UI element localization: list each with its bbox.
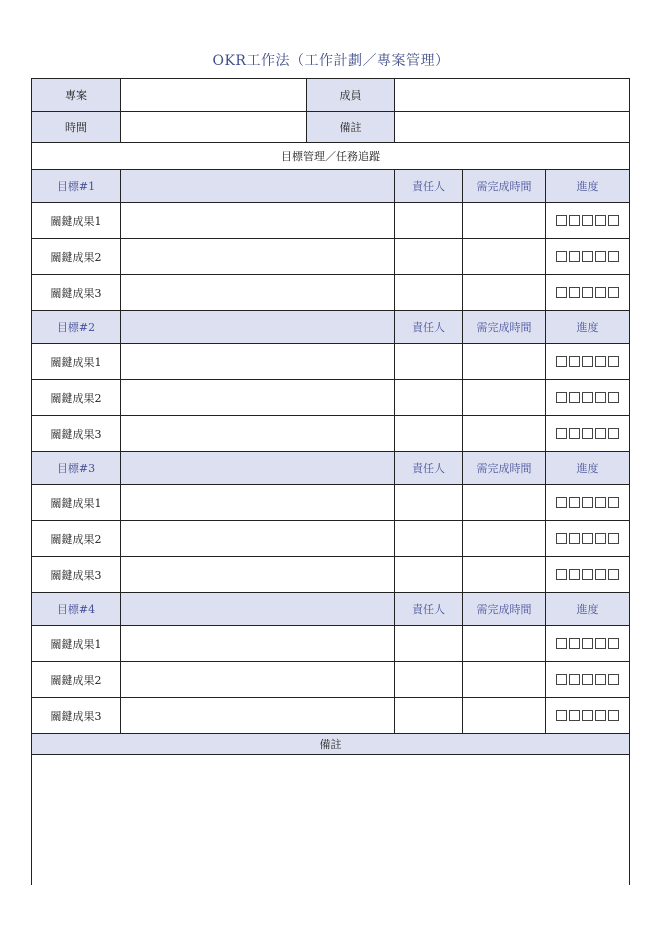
progress-cell [546, 557, 630, 593]
remarks-field[interactable] [395, 112, 630, 143]
key-result-label: 關鍵成果3 [32, 557, 121, 593]
progress-checkbox[interactable] [569, 569, 580, 580]
progress-checkbox[interactable] [595, 674, 606, 685]
progress-checkbox[interactable] [556, 497, 567, 508]
progress-checkbox[interactable] [608, 497, 619, 508]
owner-field[interactable] [395, 485, 463, 521]
due-header: 需完成時間 [463, 311, 546, 344]
progress-header: 進度 [546, 311, 630, 344]
notes-area-row [32, 755, 630, 885]
key-result-label: 關鍵成果1 [32, 203, 121, 239]
progress-header: 進度 [546, 170, 630, 203]
progress-checkbox[interactable] [608, 251, 619, 262]
progress-cell [546, 626, 630, 662]
progress-checkbox[interactable] [582, 674, 593, 685]
progress-checkbox[interactable] [595, 287, 606, 298]
owner-field[interactable] [395, 203, 463, 239]
progress-checkbox[interactable] [608, 533, 619, 544]
info-row-time [32, 112, 630, 143]
owner-field[interactable] [395, 662, 463, 698]
progress-boxes [546, 569, 629, 580]
key-result-row [32, 698, 630, 734]
key-result-row [32, 626, 630, 662]
progress-checkbox[interactable] [556, 569, 567, 580]
progress-checkbox[interactable] [582, 215, 593, 226]
key-result-label: 關鍵成果2 [32, 380, 121, 416]
progress-cell [546, 239, 630, 275]
owner-field[interactable] [395, 239, 463, 275]
objective-label: 目標#2 [32, 311, 121, 344]
key-result-label: 關鍵成果1 [32, 344, 121, 380]
key-result-label: 關鍵成果2 [32, 521, 121, 557]
key-result-field[interactable] [121, 557, 395, 593]
progress-boxes [546, 356, 629, 367]
progress-checkbox[interactable] [595, 533, 606, 544]
due-header: 需完成時間 [463, 452, 546, 485]
progress-checkbox[interactable] [582, 497, 593, 508]
progress-checkbox[interactable] [608, 674, 619, 685]
progress-checkbox[interactable] [556, 428, 567, 439]
progress-cell [546, 380, 630, 416]
progress-cell [546, 275, 630, 311]
due-field[interactable] [463, 203, 546, 239]
objective-header-row [32, 452, 630, 485]
time-field[interactable] [121, 112, 307, 143]
key-result-field[interactable] [121, 203, 395, 239]
key-result-row [32, 521, 630, 557]
page-title: OKR工作法（工作計劃／專案管理） [212, 53, 450, 69]
progress-checkbox[interactable] [556, 674, 567, 685]
progress-checkbox[interactable] [608, 215, 619, 226]
key-result-label: 關鍵成果2 [32, 662, 121, 698]
objective-field[interactable] [121, 593, 395, 626]
key-result-field[interactable] [121, 626, 395, 662]
progress-checkbox[interactable] [582, 428, 593, 439]
progress-checkbox[interactable] [569, 215, 580, 226]
progress-checkbox[interactable] [569, 392, 580, 403]
notes-header-row [32, 734, 630, 755]
owner-field[interactable] [395, 698, 463, 734]
key-result-field[interactable] [121, 485, 395, 521]
objective-field[interactable] [121, 452, 395, 485]
progress-boxes [546, 674, 629, 685]
progress-checkbox[interactable] [569, 428, 580, 439]
progress-cell [546, 203, 630, 239]
progress-checkbox[interactable] [556, 215, 567, 226]
key-result-field[interactable] [121, 416, 395, 452]
key-result-label: 關鍵成果3 [32, 698, 121, 734]
due-field[interactable] [463, 485, 546, 521]
progress-checkbox[interactable] [595, 356, 606, 367]
key-result-row [32, 380, 630, 416]
progress-cell [546, 662, 630, 698]
progress-checkbox[interactable] [569, 356, 580, 367]
progress-checkbox[interactable] [595, 215, 606, 226]
progress-checkbox[interactable] [569, 533, 580, 544]
progress-boxes [546, 638, 629, 649]
progress-checkbox[interactable] [595, 497, 606, 508]
progress-checkbox[interactable] [582, 287, 593, 298]
owner-header: 責任人 [395, 593, 463, 626]
due-header: 需完成時間 [463, 170, 546, 203]
due-field[interactable] [463, 344, 546, 380]
owner-field[interactable] [395, 557, 463, 593]
project-field[interactable] [121, 79, 307, 112]
progress-header: 進度 [546, 593, 630, 626]
time-label: 時間 [32, 112, 121, 143]
progress-boxes [546, 251, 629, 262]
owner-header: 責任人 [395, 170, 463, 203]
due-field[interactable] [463, 239, 546, 275]
progress-checkbox[interactable] [595, 428, 606, 439]
notes-label: 備註 [32, 734, 630, 755]
due-field[interactable] [463, 626, 546, 662]
due-field[interactable] [463, 521, 546, 557]
owner-field[interactable] [395, 380, 463, 416]
key-result-label: 關鍵成果1 [32, 626, 121, 662]
progress-checkbox[interactable] [582, 392, 593, 403]
progress-checkbox[interactable] [595, 251, 606, 262]
progress-checkbox[interactable] [595, 392, 606, 403]
progress-boxes [546, 287, 629, 298]
key-result-label: 關鍵成果3 [32, 275, 121, 311]
objective-label: 目標#3 [32, 452, 121, 485]
key-result-row [32, 485, 630, 521]
due-field[interactable] [463, 698, 546, 734]
progress-checkbox[interactable] [582, 533, 593, 544]
objective-field[interactable] [121, 311, 395, 344]
progress-checkbox[interactable] [582, 569, 593, 580]
key-result-row [32, 203, 630, 239]
progress-checkbox[interactable] [582, 356, 593, 367]
key-result-row [32, 662, 630, 698]
owner-header: 責任人 [395, 452, 463, 485]
owner-field[interactable] [395, 275, 463, 311]
progress-checkbox[interactable] [595, 638, 606, 649]
progress-checkbox[interactable] [569, 287, 580, 298]
key-result-field[interactable] [121, 698, 395, 734]
progress-checkbox[interactable] [569, 674, 580, 685]
key-result-field[interactable] [121, 662, 395, 698]
due-field[interactable] [463, 416, 546, 452]
progress-checkbox[interactable] [582, 710, 593, 721]
progress-cell [546, 485, 630, 521]
progress-checkbox[interactable] [608, 428, 619, 439]
owner-field[interactable] [395, 416, 463, 452]
progress-checkbox[interactable] [608, 356, 619, 367]
progress-checkbox[interactable] [556, 533, 567, 544]
key-result-row [32, 416, 630, 452]
okr-table [31, 78, 630, 885]
objective-header-row [32, 170, 630, 203]
objective-label: 目標#4 [32, 593, 121, 626]
key-result-row [32, 344, 630, 380]
progress-boxes [546, 215, 629, 226]
owner-field[interactable] [395, 626, 463, 662]
members-field[interactable] [395, 79, 630, 112]
info-row-project [32, 79, 630, 112]
notes-area[interactable] [32, 755, 630, 885]
progress-boxes [546, 392, 629, 403]
project-label: 專案 [32, 79, 121, 112]
due-header: 需完成時間 [463, 593, 546, 626]
progress-boxes [546, 533, 629, 544]
progress-checkbox[interactable] [569, 710, 580, 721]
objective-label: 目標#1 [32, 170, 121, 203]
key-result-field[interactable] [121, 239, 395, 275]
members-label: 成員 [307, 79, 395, 112]
key-result-field[interactable] [121, 344, 395, 380]
progress-boxes [546, 428, 629, 439]
progress-checkbox[interactable] [608, 710, 619, 721]
progress-checkbox[interactable] [556, 251, 567, 262]
objective-header-row [32, 593, 630, 626]
key-result-label: 關鍵成果3 [32, 416, 121, 452]
objective-field[interactable] [121, 170, 395, 203]
progress-cell [546, 698, 630, 734]
progress-boxes [546, 497, 629, 508]
due-field[interactable] [463, 557, 546, 593]
progress-cell [546, 416, 630, 452]
due-field[interactable] [463, 275, 546, 311]
progress-checkbox[interactable] [556, 638, 567, 649]
key-result-field[interactable] [121, 521, 395, 557]
progress-checkbox[interactable] [582, 251, 593, 262]
progress-checkbox[interactable] [608, 287, 619, 298]
key-result-label: 關鍵成果1 [32, 485, 121, 521]
progress-checkbox[interactable] [556, 392, 567, 403]
remarks-label: 備註 [307, 112, 395, 143]
key-result-field[interactable] [121, 275, 395, 311]
owner-field[interactable] [395, 521, 463, 557]
key-result-row [32, 239, 630, 275]
key-result-row [32, 557, 630, 593]
progress-header: 進度 [546, 452, 630, 485]
progress-checkbox[interactable] [608, 392, 619, 403]
section-title: 目標管理／任務追蹤 [32, 143, 630, 170]
key-result-row [32, 275, 630, 311]
owner-header: 責任人 [395, 311, 463, 344]
progress-checkbox[interactable] [569, 251, 580, 262]
progress-checkbox[interactable] [569, 638, 580, 649]
progress-checkbox[interactable] [556, 710, 567, 721]
progress-checkbox[interactable] [556, 356, 567, 367]
due-field[interactable] [463, 380, 546, 416]
progress-checkbox[interactable] [608, 638, 619, 649]
key-result-label: 關鍵成果2 [32, 239, 121, 275]
due-field[interactable] [463, 662, 546, 698]
progress-checkbox[interactable] [608, 569, 619, 580]
progress-checkbox[interactable] [595, 710, 606, 721]
objective-header-row [32, 311, 630, 344]
progress-checkbox[interactable] [556, 287, 567, 298]
progress-checkbox[interactable] [595, 569, 606, 580]
progress-checkbox[interactable] [582, 638, 593, 649]
owner-field[interactable] [395, 344, 463, 380]
progress-cell [546, 344, 630, 380]
key-result-field[interactable] [121, 380, 395, 416]
section-row [32, 143, 630, 170]
progress-cell [546, 521, 630, 557]
progress-boxes [546, 710, 629, 721]
progress-checkbox[interactable] [569, 497, 580, 508]
